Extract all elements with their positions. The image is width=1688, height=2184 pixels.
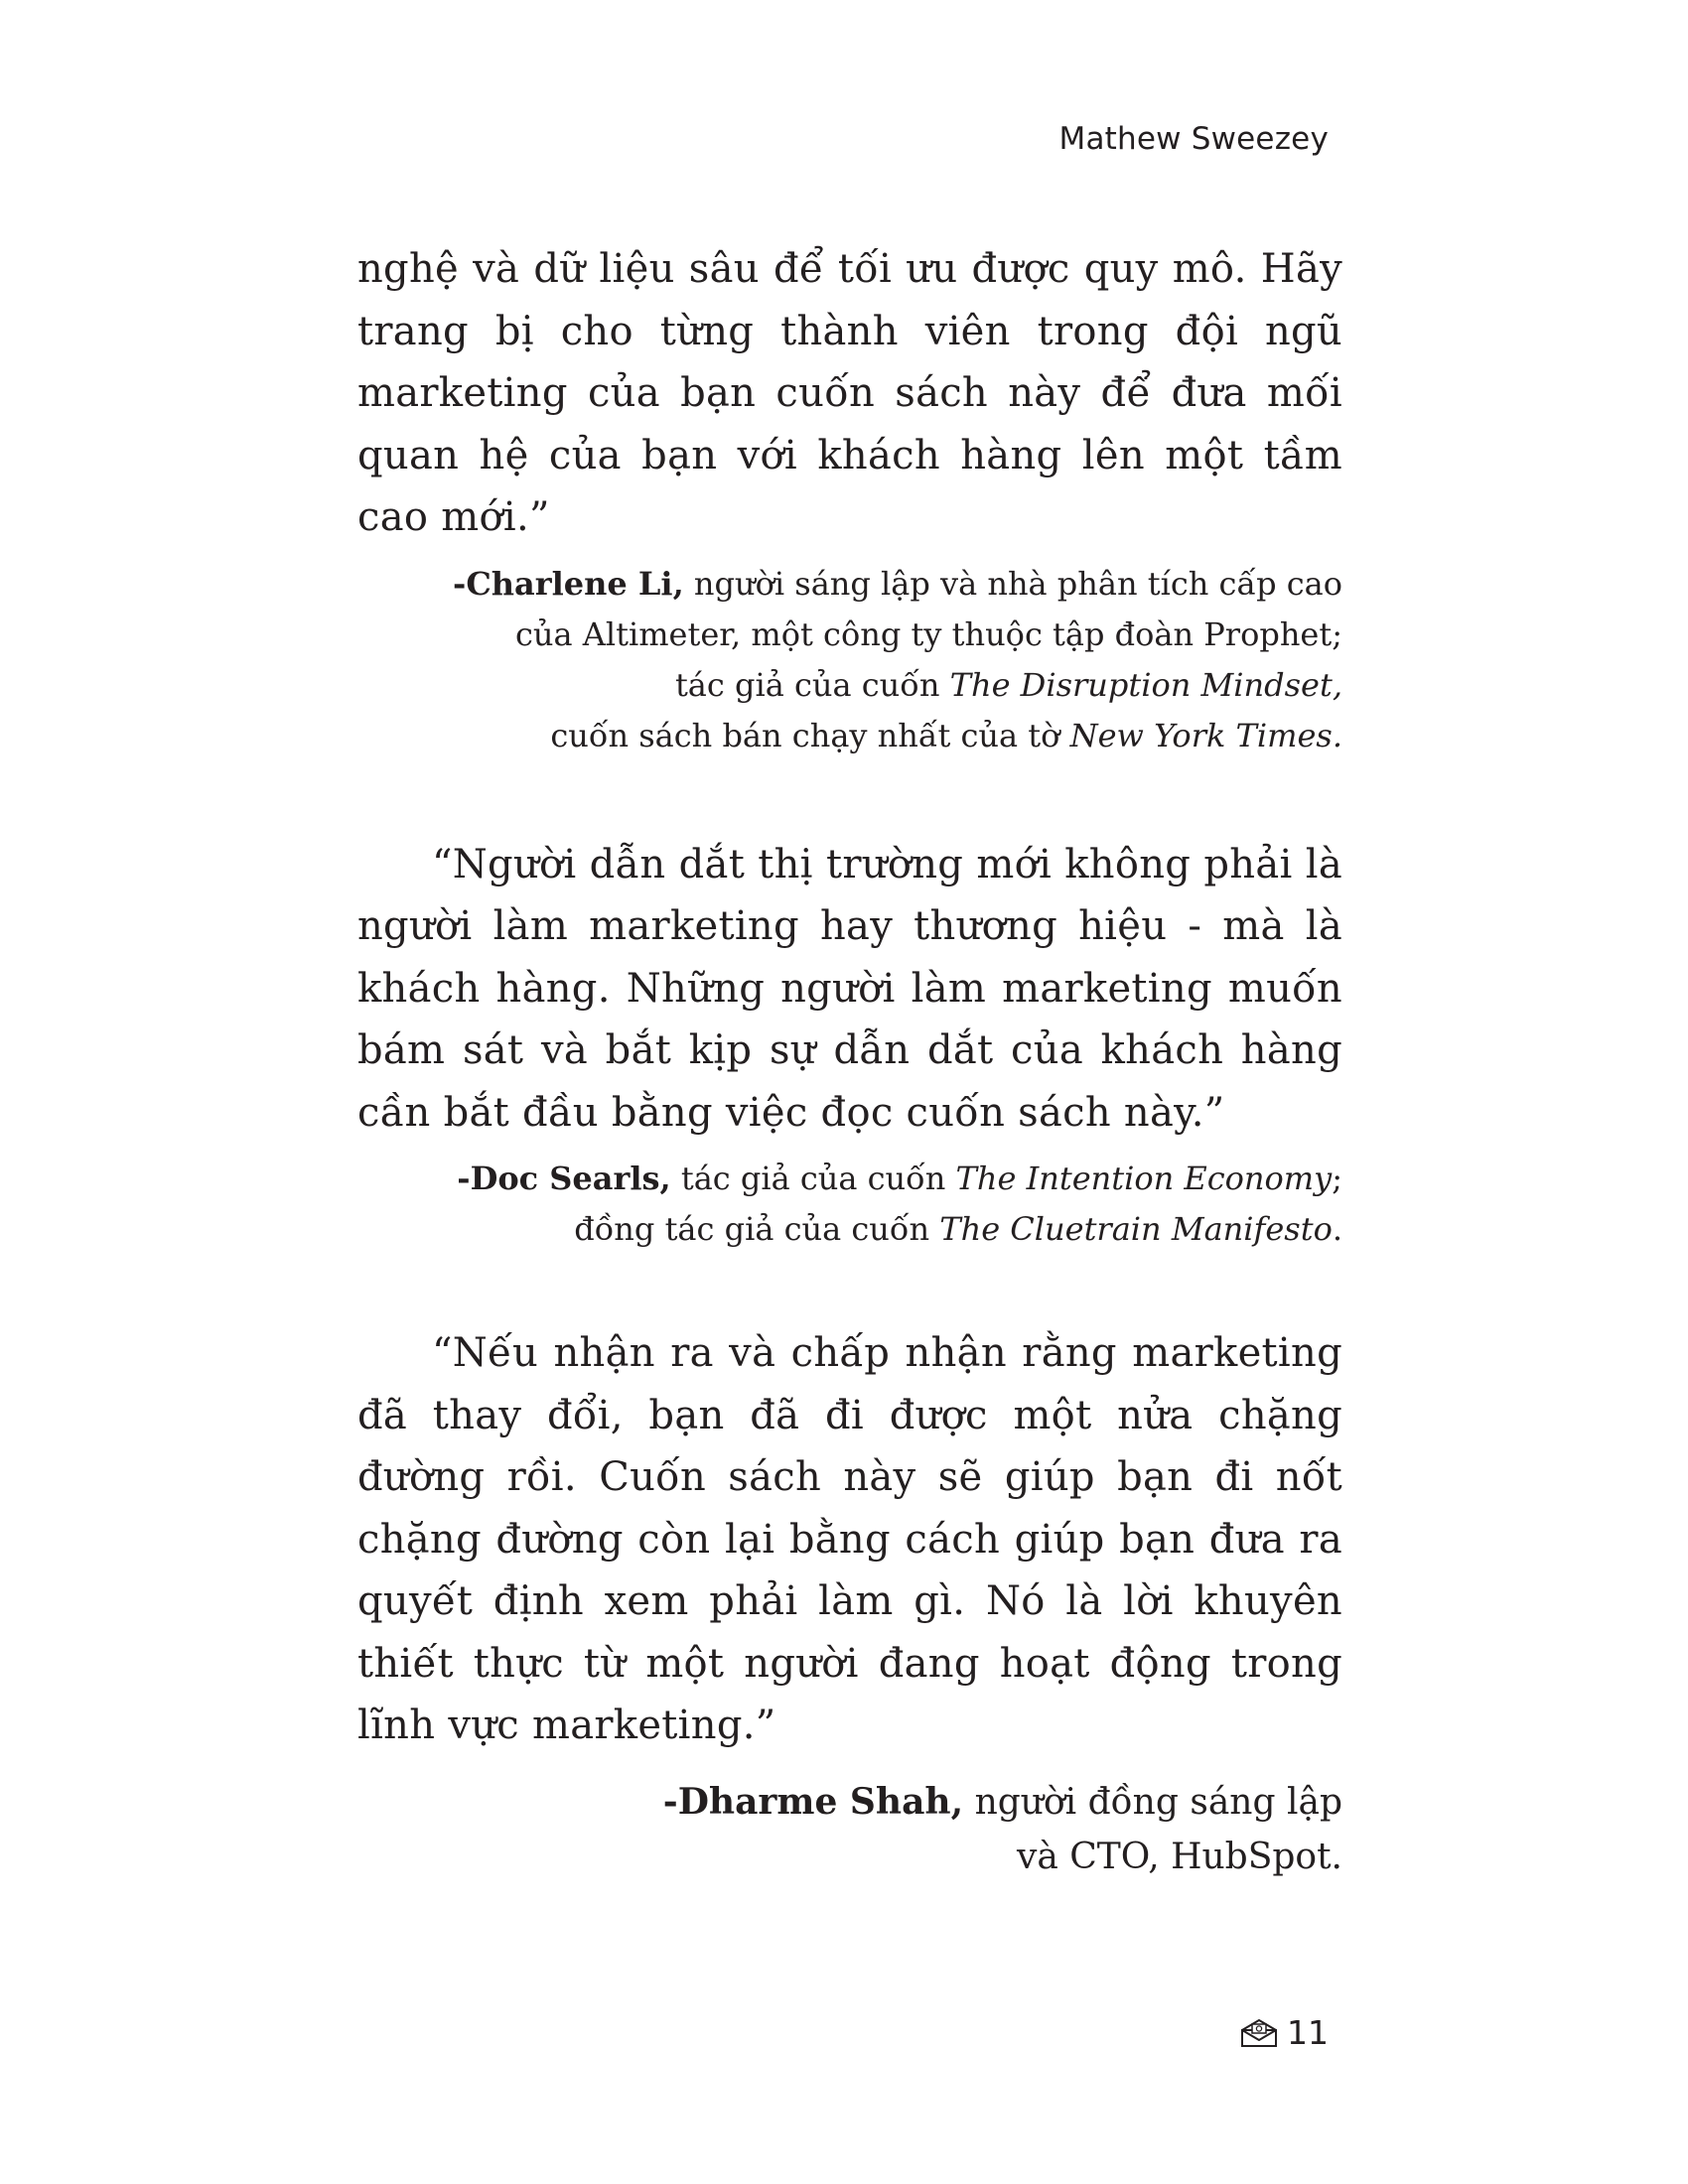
attribution-line xyxy=(357,1204,1342,1255)
author-name: -Doc Searls, xyxy=(457,1160,671,1197)
quote-attribution xyxy=(357,1775,1342,1884)
running-head: Mathew Sweezey xyxy=(1058,121,1329,157)
attribution-text: . xyxy=(1332,1210,1342,1248)
attribution-text: đồng tác giả của cuốn xyxy=(574,1210,940,1248)
book-title: The Intention Economy xyxy=(955,1160,1333,1197)
quote-text: “Người dẫn dắt thị trường mới không phải là người làm marketing hay thương hiệu - mà là khách hàng. Những người làm marketing muốn bám sát và bắt kịp sự dẫn dắt của khách hàng cần bắt đầu bằng việc đọc cuốn sách này.” xyxy=(357,841,1342,1136)
quote-text: “Nếu nhận ra và chấp nhận rằng marketing đã thay đổi, bạn đã đi được một nửa chặng đường rồi. Cuốn sách này sẽ giúp bạn đi nốt chặng đường còn lại bằng cách giúp bạn đưa ra quyết định xem phải làm gì. Nó là lời khuyên thiết thực từ một người đang hoạt động trong lĩnh vực marketing.” xyxy=(357,1330,1342,1748)
attribution-line: của Altimeter, một công ty thuộc tập đoàn Prophet; xyxy=(514,614,1342,653)
quote-text: nghệ và dữ liệu sâu để tối ưu được quy mô. Hãy trang bị cho từng thành viên trong đội ngũ marketing của bạn cuốn sách này để đưa mối quan hệ của bạn với khách hàng lên một tầm cao mới.” xyxy=(357,246,1342,540)
attribution-text: tác giả của cuốn xyxy=(670,1160,956,1197)
attribution-text: người đồng sáng lập xyxy=(963,1781,1342,1823)
attribution-text: người sáng lập và nhà phân tích cấp cao xyxy=(683,564,1342,603)
attribution-line xyxy=(357,711,1342,761)
book-title: The Cluetrain Manifesto xyxy=(939,1210,1333,1248)
attribution-line xyxy=(357,559,1342,610)
page-footer xyxy=(1239,2013,1329,2052)
envelope-icon xyxy=(1239,2017,1279,2049)
attribution-text: cuốn sách bán chạy nhất của tờ xyxy=(550,716,1070,754)
quote-attribution xyxy=(357,1154,1342,1255)
page-content xyxy=(357,238,1342,1884)
publication-title: New York Times. xyxy=(1069,716,1342,754)
author-name: -Dharme Shah, xyxy=(662,1780,964,1823)
attribution-text: tác giả của cuốn xyxy=(674,665,950,704)
page-number: 11 xyxy=(1287,2013,1329,2052)
attribution-line xyxy=(357,1775,1342,1830)
book-title: The Disruption Mindset, xyxy=(949,665,1342,704)
attribution-text: ; xyxy=(1332,1160,1342,1197)
quote-attribution xyxy=(357,559,1342,761)
attribution-line xyxy=(357,1154,1342,1204)
attribution-line: và CTO, HubSpot. xyxy=(1016,1836,1342,1877)
attribution-line xyxy=(357,660,1342,711)
author-name: -Charlene Li, xyxy=(453,564,684,603)
